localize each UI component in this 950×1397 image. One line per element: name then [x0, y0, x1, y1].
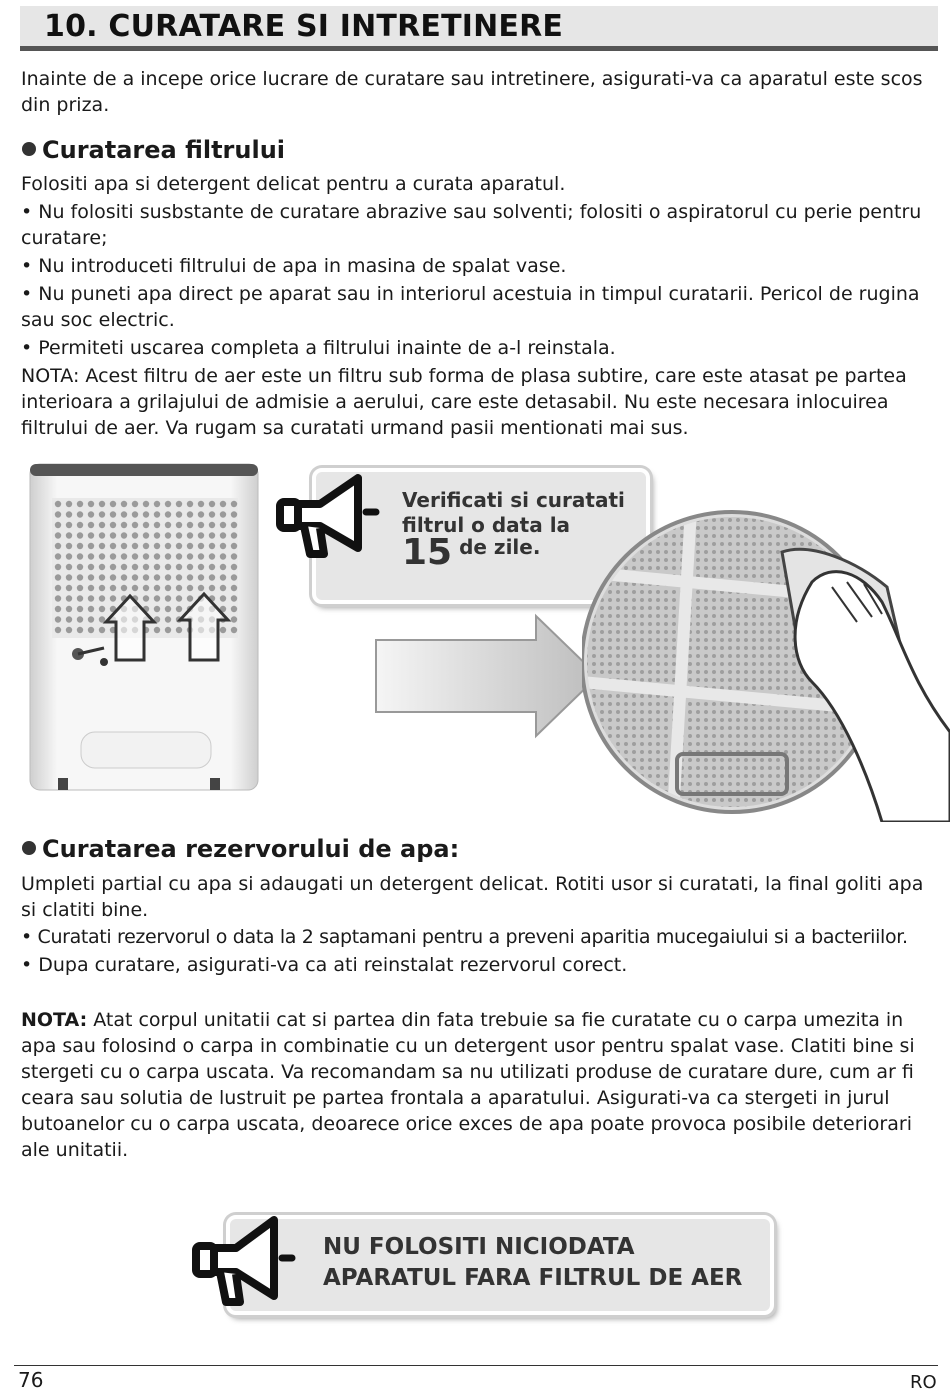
- footer-divider: [14, 1365, 938, 1366]
- tip-line: filtrul o data la: [402, 513, 571, 537]
- tip-days-number: 15: [402, 532, 453, 573]
- dehumidifier-illustration: [26, 460, 262, 800]
- filter-line: • Permiteti uscarea completa a filtrului inainte de a-l reinstala.: [21, 337, 616, 359]
- filter-cleaning-illustration: [582, 492, 950, 822]
- filter-line: Folositi apa si detergent delicat pentru a curata aparatul.: [21, 173, 566, 195]
- warning-line: NU FOLOSITI NICIODATA: [323, 1234, 635, 1260]
- filter-line: • Nu folositi susbstante de curatare abrazive sau solventi; folositi o aspiratorul cu perie pentru curatare;: [21, 201, 922, 249]
- language-code: RO: [910, 1372, 937, 1393]
- bullet-icon: [22, 142, 36, 156]
- note-paragraph: [21, 1007, 941, 1163]
- filter-line: • Nu introduceti filtrului de apa in masina de spalat vase.: [21, 255, 567, 277]
- arrow-right-icon: [372, 612, 602, 742]
- warning-line: APARATUL FARA FILTRUL DE AER: [323, 1265, 743, 1291]
- tip-line: de zile.: [459, 535, 541, 559]
- megaphone-icon: [190, 1208, 300, 1312]
- tip-line: Verificati si curatati: [402, 488, 625, 512]
- section-title: 10. CURATARE SI INTRETINERE: [44, 9, 564, 44]
- warning-text: [323, 1232, 742, 1294]
- intro-text: Inainte de a incepe orice lucrare de curatare sau intretinere, asigurati-va ca aparatul este scos din priza.: [21, 68, 923, 116]
- filter-heading: Curatarea filtrului: [22, 135, 285, 165]
- tank-heading: Curatarea rezervorului de apa:: [22, 834, 459, 864]
- note-text: Atat corpul unitatii cat si partea din fata trebuie sa fie curatate cu o carpa umezita in apa sau folosind o carpa in combinatie cu un detergent usor pentru spalat vase. Clatiti bine si stergeti cu o carpa uscata. Va recomandam sa nu utilizati produse de curatare dure, cum ar fi ceara sau solutia de lustruit pe partea frontala a aparatului. Asigurati-va ca stergeti in jurul butoanelor cu o carpa uscata, deoarece orice exces de apa poate provoca posibile deteriorari ale unitatii.: [21, 1009, 915, 1161]
- bullet-icon: [22, 841, 36, 855]
- note-label: NOTA:: [21, 1009, 88, 1031]
- page-number: 76: [18, 1368, 44, 1392]
- megaphone-icon: [274, 466, 384, 562]
- filter-note: NOTA: Acest filtru de aer este un filtru sub forma de plasa subtire, care este atasat pe partea interioara a grilajului de admisie a aerului, care este detasabil. Nu este necesara inlocuirea filtrului de aer. Va rugam sa curatati urmand pasii mentionati mai sus.: [21, 365, 907, 439]
- tank-line: • Dupa curatare, asigurati-va ca ati reinstalat rezervorul corect.: [21, 954, 628, 976]
- filter-line: • Nu puneti apa direct pe aparat sau in interiorul acestuia in timpul curatarii. Pericol de rugina sau soc electric.: [21, 283, 920, 331]
- section-title-bar: [20, 6, 938, 51]
- tank-line: Umpleti partial cu apa si adaugati un detergent delicat. Rotiti usor si curatati, la final goliti apa si clatiti bine.: [21, 873, 924, 921]
- tank-line: • Curatati rezervorul o data la 2 saptamani pentru a preveni aparitia mucegaiului si a bacteriilor.: [21, 926, 908, 948]
